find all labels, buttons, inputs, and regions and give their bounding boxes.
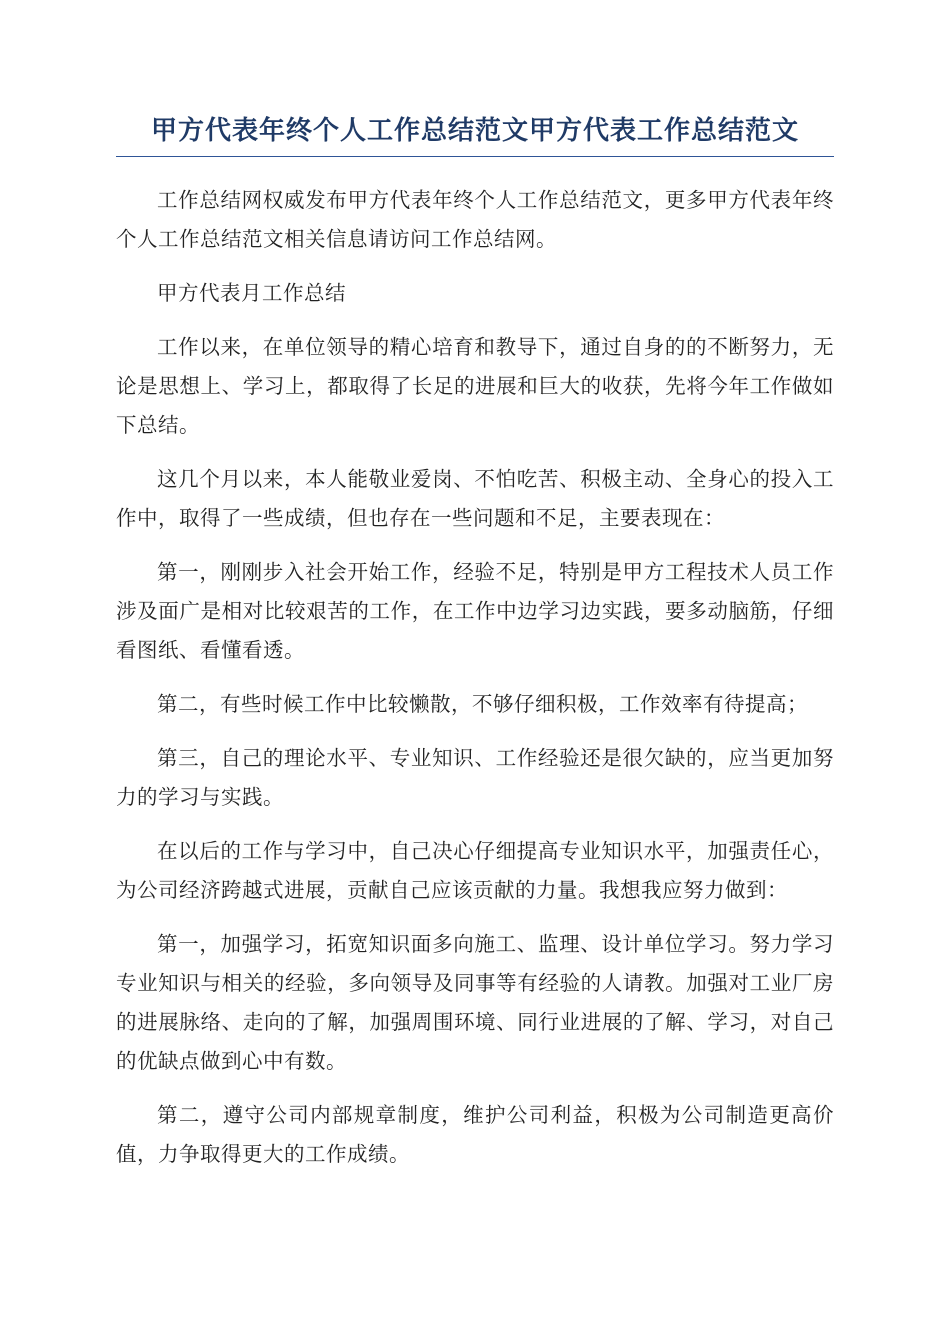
paragraph: 这几个月以来，本人能敬业爱岗、不怕吃苦、积极主动、全身心的投入工作中，取得了一些成绩，但也存在一些问题和不足，主要表现在： [116, 467, 834, 530]
paragraph-subheading: 甲方代表月工作总结 [157, 281, 346, 305]
document-body [116, 181, 834, 1174]
paragraph: 在以后的工作与学习中，自己决心仔细提高专业知识水平，加强责任心，为公司经济跨越式进展，贡献自己应该贡献的力量。我想我应努力做到： [116, 839, 834, 902]
paragraph: 第三，自己的理论水平、专业知识、工作经验还是很欠缺的，应当更加努力的学习与实践。 [116, 746, 834, 809]
document-page [116, 110, 834, 1189]
paragraph: 第二，遵守公司内部规章制度，维护公司利益，积极为公司制造更高价值，力争取得更大的工作成绩。 [116, 1103, 834, 1166]
paragraph: 工作以来，在单位领导的精心培育和教导下，通过自身的的不断努力，无论是思想上、学习上，都取得了长足的进展和巨大的收获，先将今年工作做如下总结。 [116, 335, 834, 437]
paragraph-intro: 工作总结网权威发布甲方代表年终个人工作总结范文，更多甲方代表年终个人工作总结范文相关信息请访问工作总结网。 [116, 188, 834, 251]
document-title: 甲方代表年终个人工作总结范文甲方代表工作总结范文 [116, 110, 834, 157]
paragraph: 第一，刚刚步入社会开始工作，经验不足，特别是甲方工程技术人员工作涉及面广是相对比较艰苦的工作，在工作中边学习边实践，要多动脑筋，仔细看图纸、看懂看透。 [116, 560, 834, 662]
paragraph: 第一，加强学习，拓宽知识面多向施工、监理、设计单位学习。努力学习专业知识与相关的经验，多向领导及同事等有经验的人请教。加强对工业厂房的进展脉络、走向的了解，加强周围环境、同行业进展的了解、学习，对自己的优缺点做到心中有数。 [116, 932, 834, 1073]
paragraph: 第二，有些时候工作中比较懒散，不够仔细积极，工作效率有待提高； [157, 692, 808, 716]
